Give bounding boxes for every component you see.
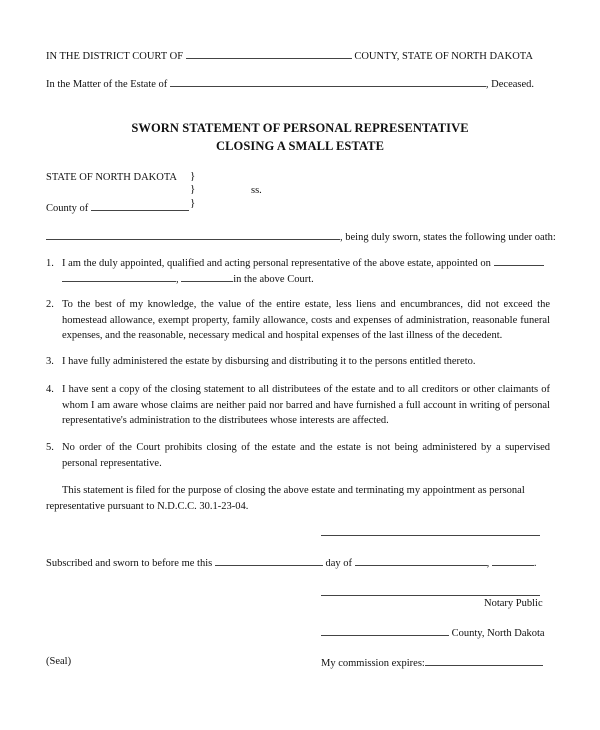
item-2-text: To the best of my knowledge, the value of the entire estate, less liens and encumbrances, did not exceed the homestead allowance, exempt property, family allowance, costs and expenses of administration, reasonable funeral expenses, and the reasonable, necessary medical and hospital expenses of the last illness of the decedent. [62, 299, 550, 341]
venue-county-prefix: County of [46, 203, 89, 214]
item-1-text-c: in the above Court. [233, 273, 314, 285]
matter-suffix: , Deceased. [485, 79, 535, 90]
venue-county-line [46, 201, 189, 214]
affiant-name-blank[interactable] [46, 230, 340, 240]
notary-county-line [321, 626, 545, 639]
item-number: 4. [46, 384, 54, 395]
oath-suffix: , being duly sworn, states the following under oath: [340, 232, 556, 243]
oath-line [46, 230, 556, 243]
subscribed-line [46, 556, 537, 569]
venue-brace-mid: } [190, 183, 196, 195]
commission-line [321, 656, 543, 669]
venue-state: STATE OF NORTH DAKOTA [46, 172, 177, 183]
statement-item-4 [46, 382, 550, 429]
document-title-line2: CLOSING A SMALL ESTATE [215, 139, 385, 153]
matter-line [46, 77, 534, 90]
subscribed-period: . [533, 558, 537, 569]
item-number: 5. [46, 442, 54, 453]
venue-brace-bottom: } [190, 197, 196, 209]
sworn-month-blank[interactable] [355, 556, 487, 566]
item-number: 1. [46, 258, 54, 269]
notary-signature-blank[interactable] [321, 586, 540, 596]
court-suffix: COUNTY, STATE OF NORTH DAKOTA [354, 51, 533, 62]
venue-brace-top: } [190, 170, 196, 182]
signature-line [321, 526, 540, 539]
item-number: 3. [46, 356, 54, 367]
subscribed-prefix: Subscribed and sworn to before me this [46, 558, 213, 569]
notary-public-label: Notary Public [484, 598, 543, 609]
court-prefix: IN THE DISTRICT COURT OF [46, 51, 184, 62]
filing-statement: This statement is filed for the purpose of closing the above estate and terminating my appointment as personal representative pursuant to N.D.C.C. 30.1-23-04. [46, 485, 525, 512]
venue-ss: ss. [251, 185, 262, 196]
commission-label: My commission expires: [321, 658, 425, 669]
court-line [46, 49, 533, 62]
appointment-date-blank[interactable] [494, 256, 544, 266]
item-1-text-a: I am the duly appointed, qualified and acting personal representative of the above estate, appointed on [62, 258, 491, 269]
item-number: 2. [46, 299, 54, 310]
statement-item-1 [46, 256, 550, 287]
appointment-month-blank[interactable] [62, 272, 176, 282]
seal-label: (Seal) [46, 656, 72, 667]
notary-county-blank[interactable] [321, 626, 449, 636]
matter-prefix: In the Matter of the Estate of [46, 79, 168, 90]
county-blank[interactable] [186, 49, 352, 59]
notary-county-suffix: County, North Dakota [451, 628, 545, 639]
item-3-text: I have fully administered the estate by disbursing and distributing it to the persons entitled thereto. [62, 356, 476, 367]
item-1-text-b: , [176, 273, 179, 285]
sworn-day-blank[interactable] [215, 556, 323, 566]
subscribed-comma: , [486, 558, 490, 569]
statement-item-2 [46, 297, 550, 344]
item-4-text: I have sent a copy of the closing statement to all distributees of the estate and to all creditors or other claimants of whom I am aware whose claims are neither paid nor barred and have furnished a full account in writing of personal representative's administration to the distributees whose interests are affected. [62, 384, 550, 426]
statement-item-3 [46, 354, 550, 370]
decedent-name-blank[interactable] [170, 77, 486, 87]
statement-item-5 [46, 440, 550, 471]
venue-county-blank[interactable] [91, 201, 189, 211]
affiant-signature-blank[interactable] [321, 526, 540, 536]
document-title-line1: SWORN STATEMENT OF PERSONAL REPRESENTATIVE [131, 121, 469, 135]
item-5-text: No order of the Court prohibits closing of the estate and the estate is not being administered by a supervised personal representative. [62, 442, 550, 469]
sworn-year-blank[interactable] [492, 556, 534, 566]
subscribed-day-of: day of [325, 558, 353, 569]
appointment-year-blank[interactable] [181, 272, 233, 282]
commission-expiry-blank[interactable] [425, 656, 543, 666]
